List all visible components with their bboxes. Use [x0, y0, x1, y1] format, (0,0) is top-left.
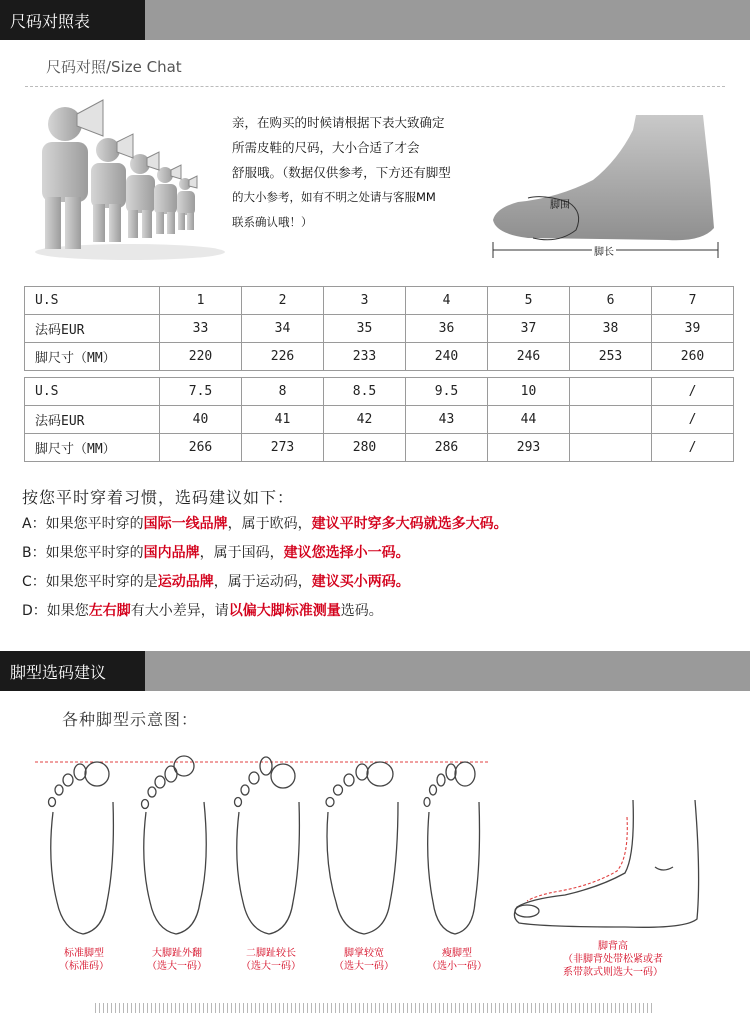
advice-item-a: [22, 513, 742, 542]
foot-type-label-slim: [418, 947, 496, 973]
table-cell: [570, 434, 652, 462]
table-row: [25, 343, 734, 371]
advice-text: ，属于欧码，: [227, 516, 312, 532]
table-cell: 226: [242, 343, 324, 371]
table-cell: 6: [570, 287, 652, 315]
advice-text: 有大小差异，请: [130, 603, 229, 619]
table-cell: /: [652, 378, 734, 406]
table-cell: [570, 378, 652, 406]
row-label: 法码EUR: [25, 406, 160, 434]
row-label: U.S: [25, 287, 160, 315]
table-cell: /: [652, 406, 734, 434]
table-cell: 39: [652, 315, 734, 343]
intro-line: 舒服哦。（数据仅供参考，下方还有脚型: [232, 165, 451, 180]
table-cell: 42: [324, 406, 406, 434]
table-cell: 44: [488, 406, 570, 434]
advice-text: ，属于国码，: [199, 545, 284, 561]
advice-item-b: [22, 542, 742, 571]
table-row: [25, 287, 734, 315]
foot-bunion-outline: [142, 756, 207, 934]
instep-name: 脚背高: [598, 941, 628, 952]
table-cell: 36: [406, 315, 488, 343]
table-cell: 280: [324, 434, 406, 462]
table-cell: [570, 406, 652, 434]
intro-line: 亲，在购买的时候请根据下表大致确定: [232, 115, 445, 130]
table-cell: 240: [406, 343, 488, 371]
advice-text: B：如果您平时穿的: [22, 545, 144, 561]
table-cell: 293: [488, 434, 570, 462]
foot-type-name: 脚掌较宽: [344, 948, 384, 959]
table-cell: /: [652, 434, 734, 462]
table-cell: 233: [324, 343, 406, 371]
advice-highlight: 国内品牌: [143, 545, 200, 561]
advice-highlight: 建议您选择小一码。: [283, 545, 410, 561]
table-cell: 253: [570, 343, 652, 371]
advice-text: D：如果您: [22, 603, 89, 619]
foot-standard-outline: [49, 762, 114, 934]
foot-length-label: 脚长: [592, 243, 616, 258]
foot-type-note: （选大一码）: [147, 961, 207, 972]
advice-highlight: 左右脚: [88, 603, 131, 619]
foot-type-name: 二脚趾较长: [246, 948, 296, 959]
foot-type-name: 标准脚型: [64, 948, 104, 959]
table-row: [25, 434, 734, 462]
instep-height-line: [527, 817, 627, 901]
table-cell: 266: [160, 434, 242, 462]
table-cell: 7.5: [160, 378, 242, 406]
foot-types-subtitle: 各种脚型示意图：: [62, 710, 199, 729]
table-cell: 246: [488, 343, 570, 371]
row-label: U.S: [25, 378, 160, 406]
table-row: [25, 378, 734, 406]
advice-item-d: [22, 600, 742, 629]
foot-type-note: （选大一码）: [334, 961, 394, 972]
section-header-title: 尺码对照表: [0, 0, 145, 40]
size-chart-subtitle: 尺码对照/Size Chat: [46, 58, 182, 76]
table-row: [25, 315, 734, 343]
intro-line: 的大小参考，如有不明之处请与客服MM: [232, 190, 436, 204]
foot-type-label-long-second-toe: [232, 947, 310, 973]
foot-wide-outline: [326, 762, 398, 934]
table-cell: 5: [488, 287, 570, 315]
table-cell: 9.5: [406, 378, 488, 406]
row-label: 脚尺寸（MM）: [25, 343, 160, 371]
advice-highlight: 国际一线品牌: [143, 516, 228, 532]
foot-types-diagram: [30, 752, 500, 942]
advice-text: A：如果您平时穿的: [22, 516, 144, 532]
advice-title: 按您平时穿着习惯，选码建议如下：: [22, 488, 295, 507]
advice-item-c: [22, 571, 742, 600]
table-cell: 33: [160, 315, 242, 343]
table-cell: 273: [242, 434, 324, 462]
table-cell: 4: [406, 287, 488, 315]
advice-text: ，属于运动码，: [213, 574, 312, 590]
advice-highlight: 运动品牌: [157, 574, 214, 590]
foot-type-name: 大脚趾外翻: [152, 948, 202, 959]
foot-girth-label: 脚围: [550, 200, 570, 211]
table-cell: 8: [242, 378, 324, 406]
size-table-2: [24, 377, 734, 462]
row-label: 脚尺寸（MM）: [25, 434, 160, 462]
advice-list: [22, 513, 742, 629]
foot-type-name: 瘦脚型: [442, 948, 472, 959]
divider: [25, 86, 725, 87]
table-cell: 41: [242, 406, 324, 434]
advice-highlight: 建议平时穿多大码就选多大码。: [311, 516, 508, 532]
row-label: 法码EUR: [25, 315, 160, 343]
section-header-title: 脚型选码建议: [0, 651, 145, 691]
intro-line: 所需皮鞋的尺码，大小合适了才会: [232, 140, 420, 155]
table-cell: 34: [242, 315, 324, 343]
foot-type-note: （选小一码）: [427, 961, 487, 972]
table-cell: 38: [570, 315, 652, 343]
foot-long-second-toe-outline: [235, 757, 300, 934]
advice-text: 选码。: [340, 603, 383, 619]
table-cell: 286: [406, 434, 488, 462]
table-cell: 260: [652, 343, 734, 371]
table-cell: 43: [406, 406, 488, 434]
table-cell: 1: [160, 287, 242, 315]
table-cell: 40: [160, 406, 242, 434]
table-cell: 2: [242, 287, 324, 315]
foot-type-label-bunion: [138, 947, 216, 973]
intro-line: 联系确认哦！）: [232, 215, 313, 229]
intro-text: [232, 110, 487, 235]
table-cell: 220: [160, 343, 242, 371]
table-cell: 7: [652, 287, 734, 315]
megaphone-people-illustration: [25, 92, 225, 262]
table-cell: 3: [324, 287, 406, 315]
bottom-decorative-strip: [95, 1003, 655, 1013]
table-cell: 37: [488, 315, 570, 343]
foot-type-label-wide: [325, 947, 403, 973]
foot-measure-illustration: [488, 110, 728, 260]
size-table-1: [24, 286, 734, 371]
instep-note: （非脚背处带松紧或者: [563, 954, 663, 965]
foot-type-note: （选大一码）: [241, 961, 301, 972]
instep-note: 系带款式则选大一码）: [563, 967, 663, 978]
table-cell: 35: [324, 315, 406, 343]
high-instep-diagram: [505, 795, 715, 935]
table-row: [25, 406, 734, 434]
foot-slim-outline: [424, 762, 480, 934]
foot-type-label-standard: [48, 947, 120, 973]
table-cell: 8.5: [324, 378, 406, 406]
advice-highlight: 建议买小两码。: [311, 574, 410, 590]
high-instep-label: [548, 940, 678, 979]
table-cell: 10: [488, 378, 570, 406]
advice-text: C：如果您平时穿的是: [22, 574, 158, 590]
foot-type-note: （标准码）: [59, 961, 109, 972]
advice-highlight: 以偏大脚标准测量: [228, 603, 341, 619]
